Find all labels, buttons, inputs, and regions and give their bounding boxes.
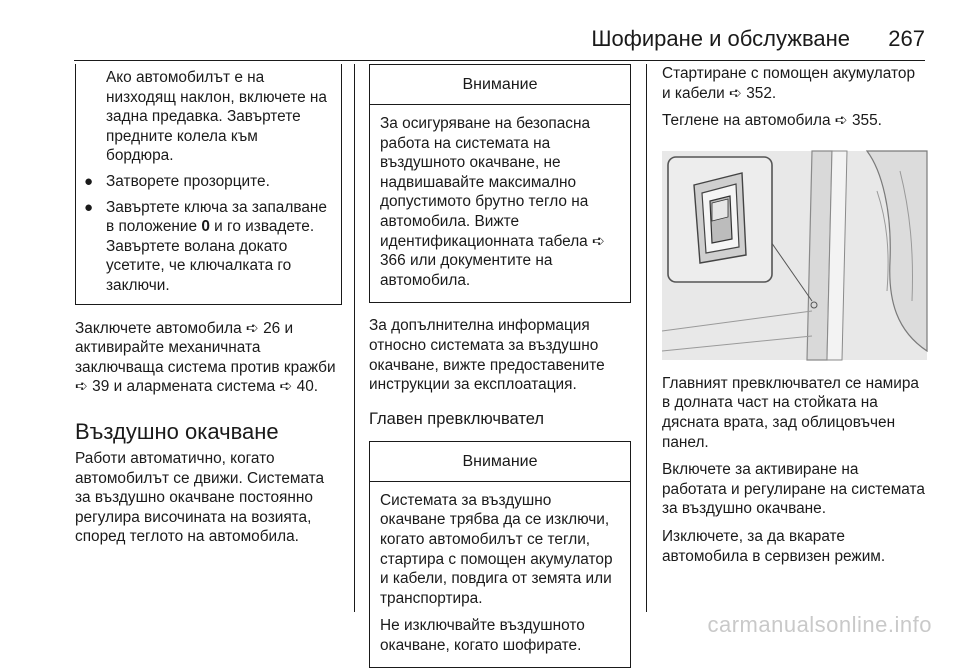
main-switch-illustration: [662, 151, 927, 360]
warning-text: За осигуряване на безопасна работа на системата на въздушното окачване, не надвишавайте максимално допустимото брутно тегло на автомобила. Вижте идентификационната табела ➪ 366 или документите на автомобила.: [380, 115, 605, 289]
jump-start-reference: Стартиране с помощен акумулатор и кабели ➪ 352.: [662, 65, 915, 102]
column-3: [662, 64, 927, 566]
column-1: [75, 64, 342, 547]
warning-text: Системата за въздушно окачване трябва да се изключи, когато автомобилът се тегли, стартира с помощен акумулатор и кабели, повдига от земята или транспортира.: [380, 491, 613, 607]
warning-title: Внимание: [370, 65, 630, 105]
page-title: Шофиране и обслужване: [591, 26, 850, 51]
bullet-text: Завъртете ключа за запалване в положение 0 и го извадете. Завъртете волана докато усетите, че ключалката го заключи.: [106, 198, 327, 294]
switch-off-paragraph: Изключете, за да вкарате автомобила в сервизен режим.: [662, 527, 886, 565]
page-number: 267: [888, 26, 925, 51]
warning-text: Не изключвайте въздушното окачване, когато шофирате.: [380, 617, 585, 654]
box-intro-text: Ако автомобилът е на низходящ наклон, включете на задна предавка. Завъртете предните колела към бордюра.: [106, 69, 327, 165]
bullet-dot: ●: [84, 198, 94, 216]
warning-title: Внимание: [370, 442, 630, 482]
subsection-title: Главен превключвател: [369, 409, 544, 428]
header-rule: [74, 60, 925, 61]
column-2: [369, 64, 631, 668]
more-info-paragraph: За допълнителна информация относно системата за въздушно окачване, вижте предоставените инструкции за експлоатация.: [369, 317, 605, 394]
warning-box-2: [369, 441, 631, 668]
section-title: Въздушно окачване: [75, 418, 279, 444]
switch-location-paragraph: Главният превключвател се намира в долната част на стойката на дясната врата, зад облицовъчен панел.: [662, 374, 919, 451]
column-divider-1: [354, 64, 355, 612]
lock-vehicle-paragraph: Заключете автомобила ➪ 26 и активирайте механичната заключваща система против кражби ➪ 39 и алармената система ➪ 40.: [75, 319, 336, 396]
bullet-text: Затворете прозорците.: [106, 172, 270, 190]
continued-note-box: [75, 64, 342, 305]
switch-on-paragraph: Включете за активиране на работата и регулиране на системата за въздушно окачване.: [662, 461, 925, 518]
bullet-item-ignition: [84, 198, 329, 296]
column-divider-2: [646, 64, 647, 612]
air-suspension-paragraph: Работи автоматично, когато автомобилът се движи. Системата за въздушно окачване постоянно регулира височината на возията, според теглото на автомобила.: [75, 449, 325, 546]
warning-box-1: [369, 64, 631, 303]
switch-illustration-svg: [662, 151, 927, 360]
bullet-item-windows: [84, 172, 329, 192]
bullet-dot: ●: [84, 172, 94, 190]
watermark: carmanualsonline.info: [707, 612, 932, 637]
towing-reference: Теглене на автомобила ➪ 355.: [662, 112, 882, 130]
page-header: [0, 22, 960, 62]
